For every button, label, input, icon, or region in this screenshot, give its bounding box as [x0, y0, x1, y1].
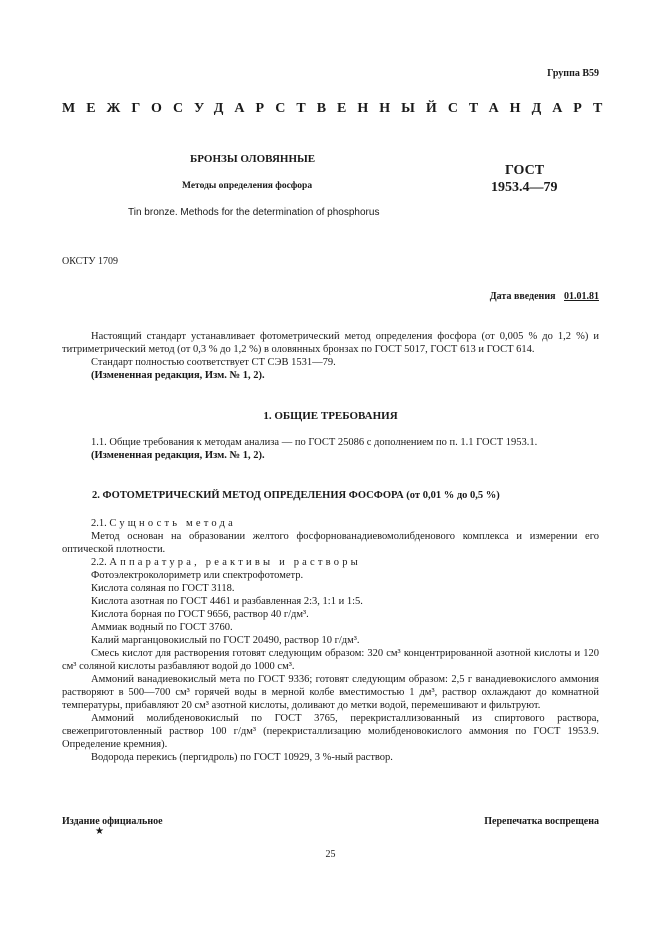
- reagent-item: Кислота соляная по ГОСТ 3118.: [91, 583, 235, 594]
- section-1-block: [62, 436, 599, 462]
- s22-number: 2.2.: [91, 557, 107, 568]
- section-2-block: [62, 517, 599, 764]
- section-1-amendment: (Измененная редакция, Изм. № 1, 2).: [91, 450, 265, 461]
- reagent-item: Фотоэлектроколориметр или спектрофотометр.: [91, 570, 304, 581]
- s21-text: Метод основан на образовании желтого фосфорнованадиевомолибденового комплекса и измерении его оптической плотности.: [62, 531, 599, 555]
- s22-line: [62, 556, 599, 569]
- peroxide-paragraph: Водорода перекись (пергидроль) по ГОСТ 10929, 3 %-ный раствор.: [91, 752, 393, 763]
- footer-official-edition: Издание официальное: [62, 816, 163, 827]
- footer-reprint-notice: Перепечатка воспрещена: [484, 816, 599, 827]
- intro-amendment: (Измененная редакция, Изм. № 1, 2).: [91, 370, 265, 381]
- intro-block: [62, 330, 599, 382]
- s22-title: Аппаратура, реактивы и растворы: [109, 557, 361, 568]
- page-number: 25: [325, 849, 336, 860]
- group-label: Группа В59: [547, 68, 599, 79]
- vanadate-paragraph: Аммоний ванадиевокислый мета по ГОСТ 9336; готовят следующим образом: 2,5 г ванадиевокислого аммония растворяют в 500—700 см³ горячей воды в мерной колбе вместимостью 1 дм³, раствор охлаждают до комнатной температуры, прибавляют 20 см³ азотной кислоты, доливают до метки водой, перемешивают и фильтруют.: [62, 674, 599, 711]
- title-english: Tin bronze. Methods for the determination of phosphorus: [128, 207, 380, 218]
- intro-date: [490, 291, 599, 302]
- standard-right: СТАНДАРТ: [447, 101, 614, 116]
- gost-number: 1953.4—79: [491, 180, 558, 195]
- section-1-heading: 1. ОБЩИЕ ТРЕБОВАНИЯ: [263, 410, 398, 422]
- intro-date-value: 01.01.81: [564, 291, 599, 302]
- intro-conformity: Стандарт полностью соответствует СТ СЭВ 1531—79.: [91, 357, 336, 368]
- standard-left: МЕЖГОСУДАРСТВЕННЫЙ: [62, 101, 448, 116]
- intro-paragraph: Настоящий стандарт устанавливает фотометрический метод определения фосфора (от 0,005 % до 1,2 %) и титриметрический метод (от 0,3 % до 1,2 %) в оловянных бронзах по ГОСТ 5017, ГОСТ 613 и ГОСТ 614.: [62, 331, 599, 355]
- s21-number: 2.1.: [91, 518, 107, 529]
- section-2-heading: 2. ФОТОМЕТРИЧЕСКИЙ МЕТОД ОПРЕДЕЛЕНИЯ ФОСФОРА (от 0,01 % до 0,5 %): [92, 490, 500, 501]
- reagent-item: Кислота азотная по ГОСТ 4461 и разбавленная 2:3, 1:1 и 1:5.: [91, 596, 363, 607]
- acid-mix-paragraph: Смесь кислот для растворения готовят следующим образом: 320 см³ концентрированной азотной кислоты и 120 см³ соляной кислоты разбавляют водой до 1000 см³.: [62, 648, 599, 672]
- intro-date-label: Дата введения: [489, 291, 556, 302]
- section-1-paragraph: 1.1. Общие требования к методам анализа — по ГОСТ 25086 с дополнением по п. 1.1 ГОСТ 1953.1.: [91, 437, 538, 448]
- reagent-item: Кислота борная по ГОСТ 9656, раствор 40 г/дм³.: [91, 609, 309, 620]
- s21-title: Сущность метода: [109, 518, 236, 529]
- okstu-code: ОКСТУ 1709: [62, 256, 119, 267]
- molybdate-paragraph: Аммоний молибденовокислый по ГОСТ 3765, перекристаллизованный из спиртового раствора, свежеприготовленный раствор 100 г/дм³ (перекристаллизацию молибденовокислого аммония по ГОСТ 1953.9. Определение кремния).: [62, 713, 599, 750]
- s21-line: [62, 517, 599, 530]
- reagent-item: Аммиак водный по ГОСТ 3760.: [91, 622, 233, 633]
- star-icon: ★: [95, 826, 104, 837]
- gost-label: ГОСТ: [505, 163, 545, 178]
- reagent-item: Калий марганцовокислый по ГОСТ 20490, раствор 10 г/дм³.: [91, 635, 360, 646]
- standard-band: [62, 101, 614, 117]
- title-sub: Методы определения фосфора: [182, 181, 313, 191]
- title-main: БРОНЗЫ ОЛОВЯННЫЕ: [190, 153, 316, 165]
